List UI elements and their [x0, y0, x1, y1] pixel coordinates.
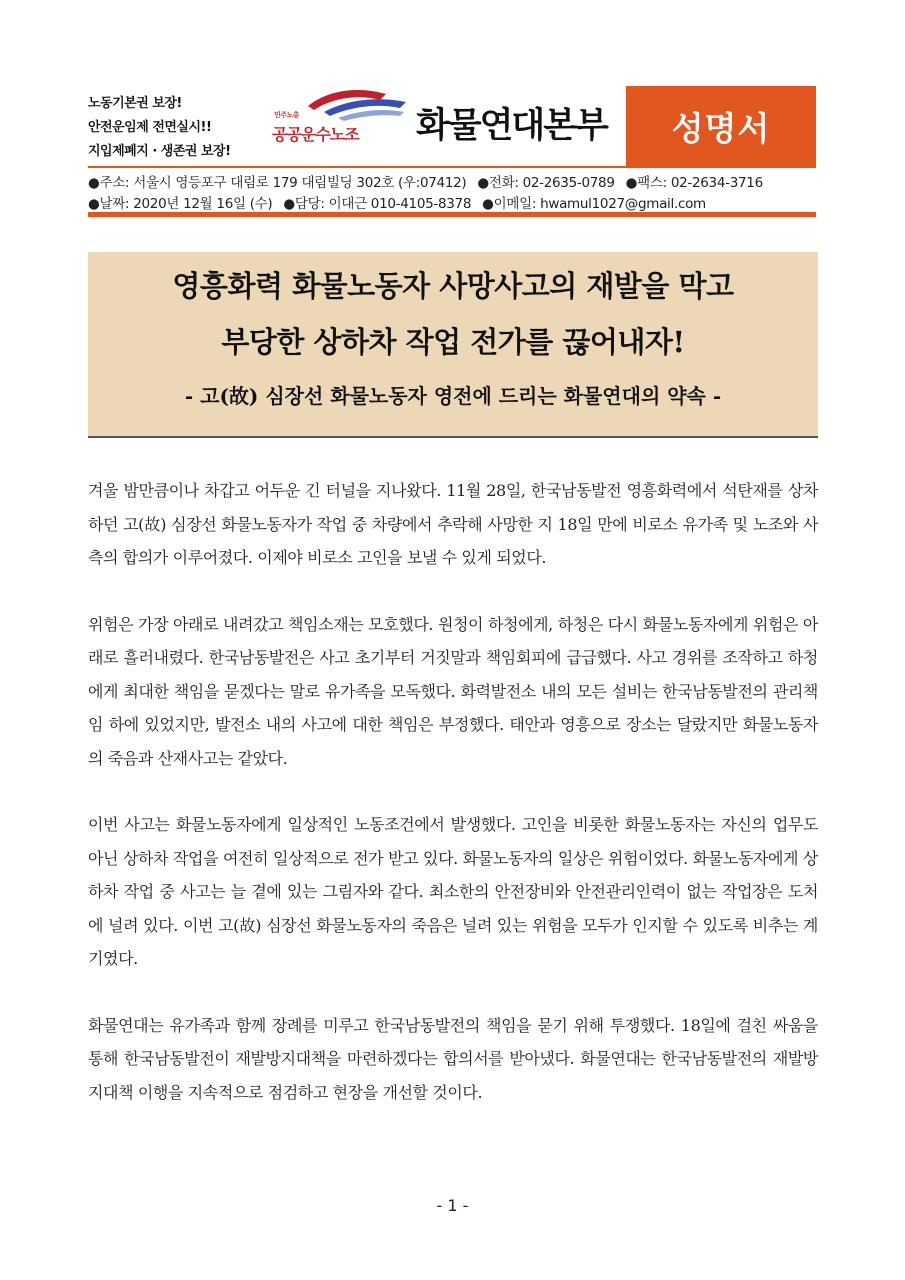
contact-address: ●주소: 서울시 영등포구 대림로 179 대림빌딩 302호 (우:07412) — [88, 175, 467, 191]
body-paragraph: 위험은 가장 아래로 내려갔고 책임소재는 모호했다. 원청이 하청에게, 하청은 다시 화물노동자에게 위험은 아래로 흘러내렸다. 한국남동발전은 사고 초기부터 거짓말과 책임회피에 급급했다. 사고 경위를 조작하고 하청에게 최대한 책임을 묻겠다는 말로 유가족을 모독했다. 화력발전소 내의 모든 설비는 한국남동발전의 관리책임 하에 있었지만, 발전소 내의 사고에 대한 책임은 부정했다. 태안과 영흥으로 장소는 달랐지만 화물노동자의 죽음과 산재사고는 같았다. — [88, 614, 818, 768]
header-divider-bottom — [88, 212, 816, 217]
organization-name: 화물연대본부 — [416, 106, 607, 146]
body-paragraph: 겨울 밤만큼이나 차갑고 어두운 긴 터널을 지나왔다. 11월 28일, 한국남동발전 영흥화력에서 석탄재를 상차하던 고(故) 심장선 화물노동자가 작업 중 차량에서 추락해 사망한 지 18일 만에 비로소 유가족 및 노조와 사측의 합의가 이루어졌다. 이제야 비로소 고인을 보낼 수 있게 되었다. — [88, 481, 818, 567]
body-paragraph: 화물연대는 유가족과 함께 장례를 미루고 한국남동발전의 책임을 묻기 위해 투쟁했다. 18일에 걸친 싸움을 통해 한국남동발전이 재발방지대책을 마련하겠다는 합의서를 받아냈다. 화물연대는 한국남동발전의 재발방지대책 이행을 지속적으로 점검하고 현장을 개선할 것이다. — [88, 1015, 818, 1102]
contact-fax: ●팩스: 02-2634-3716 — [625, 175, 763, 191]
body-paragraph: 이번 사고는 화물노동자에게 일상적인 노동조건에서 발생했다. 고인을 비롯한 화물노동자는 자신의 업무도 아닌 상하차 작업을 여전히 일상적으로 전가 받고 있다. 화물노동자의 일상은 위험이었다. 화물노동자에게 상하차 작업 중 사고는 늘 곁에 있는 그림자와 같다. 최소한의 안전장비와 안전관리인력이 없는 작업장은 도처에 널려 있다. 이번 고(故) 심장선 화물노동자의 죽음은 널려 있는 위험을 모두가 인지할 수 있도록 비추는 계기였다. — [88, 815, 818, 968]
title-line-2: 부당한 상하차 작업 전가를 끊어내자! — [221, 325, 685, 359]
union-logo-name: 공공운수노조 — [272, 125, 359, 144]
title-block — [88, 252, 818, 438]
contact-line-1 — [88, 171, 828, 191]
contact-person: ●담당: 이대근 010-4105-8378 — [283, 196, 472, 212]
document-type-badge — [626, 86, 816, 166]
title-line-1: 영흥화력 화물노동자 사망사고의 재발을 막고 — [172, 269, 734, 303]
slogan-item: 노동기본권 보장! — [88, 96, 182, 111]
document-type-label: 성명서 — [671, 108, 771, 148]
subtitle: - 고(故) 심장선 화물노동자 영전에 드리는 화물연대의 약속 - — [184, 384, 722, 408]
slogan-list — [88, 92, 263, 164]
slogan-item: 지입제폐지 · 생존권 보장! — [88, 144, 231, 159]
slogan-item: 안전운임제 전면실시!! — [88, 120, 212, 135]
statement-body — [88, 474, 818, 1142]
union-logo — [268, 84, 410, 154]
contact-line-2 — [88, 192, 828, 212]
union-logo-small-text: 민주노총 — [274, 111, 300, 119]
contact-date: ●날짜: 2020년 12월 16일 (수) — [88, 196, 273, 212]
header-divider-top — [88, 166, 816, 168]
page-number: - 1 - — [436, 1196, 469, 1215]
contact-phone: ●전화: 02-2635-0789 — [477, 175, 615, 191]
contact-email[interactable]: ●이메일: hwamul1027@gmail.com — [482, 196, 706, 212]
